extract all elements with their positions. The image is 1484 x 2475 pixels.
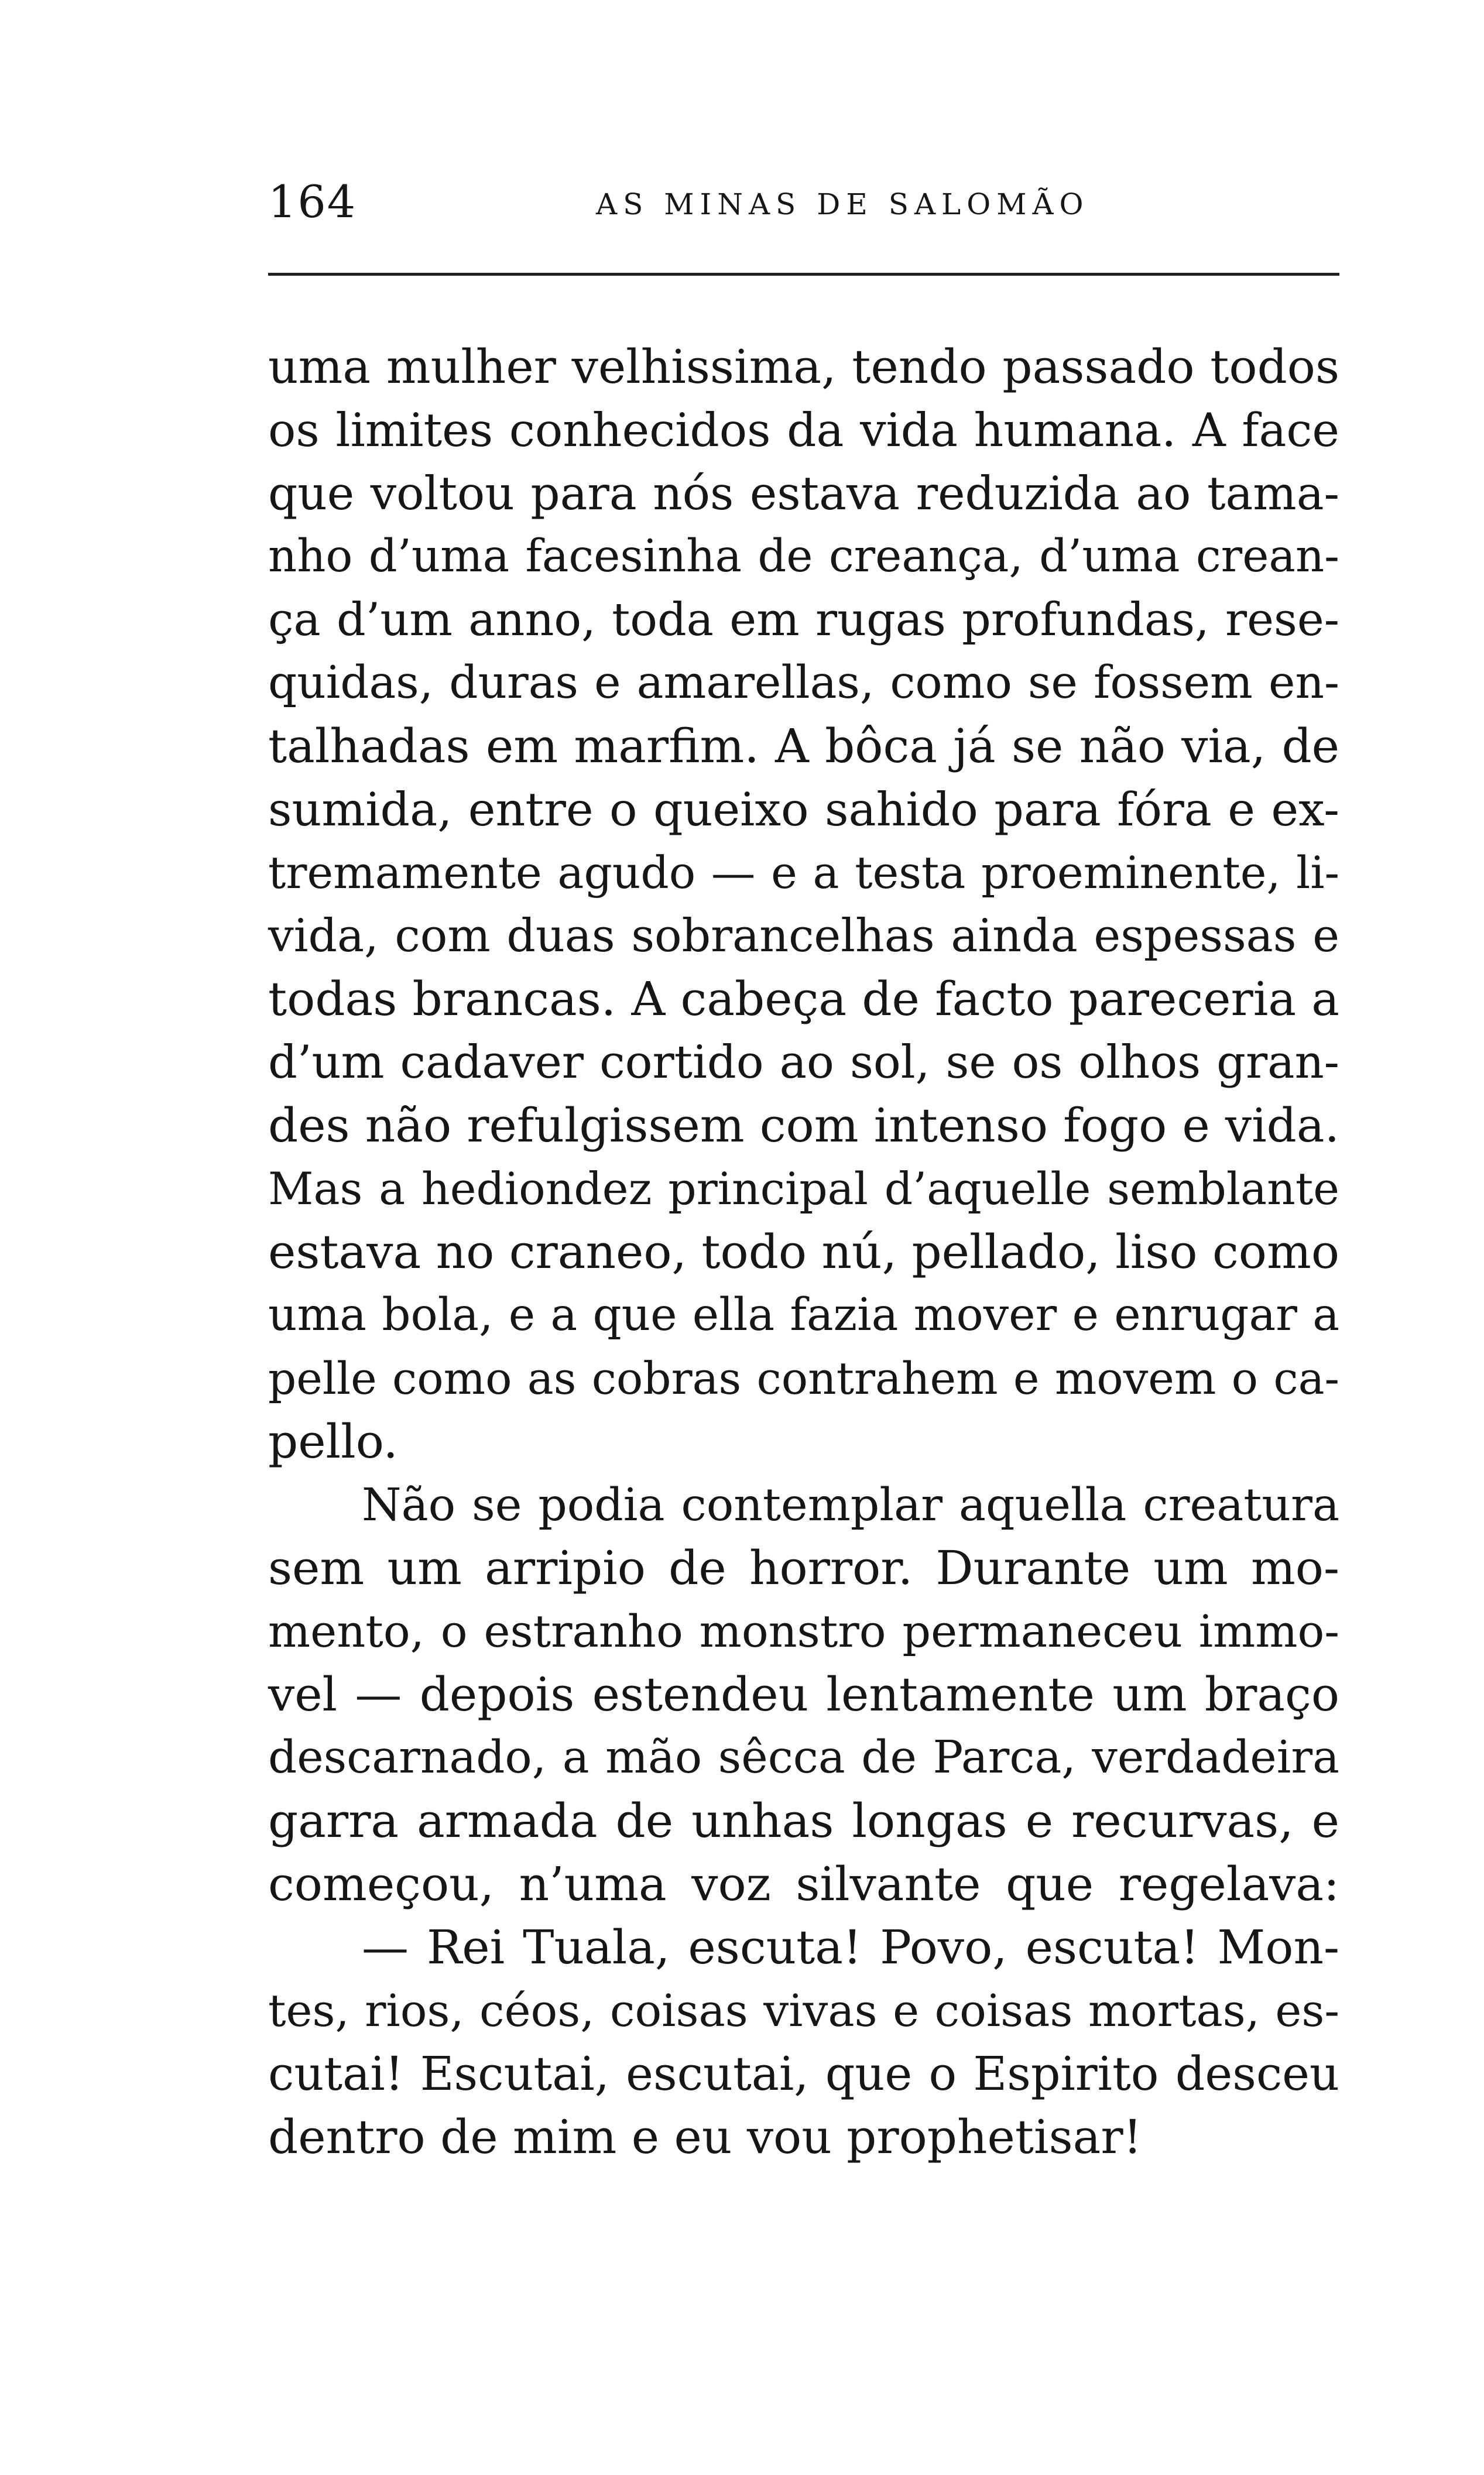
text-line: quidas, duras e amarellas, como se fossem en- — [268, 657, 1339, 709]
text-line: — Rei Tuala, escuta! Povo, escuta! Mon- — [362, 1920, 1339, 1974]
text-line: vida, com duas sobrancelhas ainda espessas e — [268, 910, 1339, 962]
page-header — [268, 176, 1339, 240]
text-line: os limites conhecidos da vida humana. A face — [268, 403, 1339, 457]
running-title: AS MINAS DE SALOMÃO — [596, 187, 1089, 221]
text-line: des não refulgissem com intenso fogo e vida. — [268, 1098, 1339, 1153]
text-line: pelle como as cobras contrahem e movem o ca- — [268, 1353, 1339, 1404]
text-line: tes, rios, céos, coisas vivas e coisas mortas, es- — [268, 1984, 1339, 2037]
body-text — [268, 335, 1339, 2169]
text-line: sem um arripio de horror. Durante um mo- — [268, 1541, 1339, 1595]
text-line: cutai! Escutai, escutai, que o Espirito desceu — [268, 2047, 1339, 2101]
text-line: descarnado, a mão sêcca de Parca, verdadeira — [268, 1732, 1339, 1784]
text-line: dentro de mim e eu vou prophetisar! — [268, 2110, 1142, 2164]
text-line: garra armada de unhas longas e recurvas, e — [268, 1794, 1339, 1848]
text-line: talhadas em marfim. A bôca já se não via, de — [268, 719, 1339, 773]
text-line: começou, n’uma voz silvante que regelava: — [268, 1857, 1339, 1911]
text-line: d’um cadaver cortido ao sol, se os olhos gran- — [268, 1036, 1339, 1089]
text-line: estava no craneo, todo nú, pellado, liso como — [268, 1225, 1339, 1279]
text-line: ça d’um anno, toda em rugas profundas, rese- — [268, 594, 1339, 646]
text-line: que voltou para nós estava reduzida ao tama- — [268, 467, 1339, 520]
text-line: Não se podia contemplar aquella creatura — [362, 1479, 1339, 1531]
text-line: mento, o estranho monstro permaneceu immo- — [268, 1605, 1339, 1657]
text-line: todas brancas. A cabeça de facto pareceria a — [268, 972, 1339, 1026]
header-rule — [268, 273, 1339, 276]
text-line: nho d’uma facesinha de creança, d’uma crean- — [268, 530, 1339, 582]
text-line: Mas a hediondez principal d’aquelle semblante — [268, 1163, 1339, 1215]
text-line: uma mulher velhissima, tendo passado todos — [268, 340, 1339, 394]
text-line: sumida, entre o queixo sahido para fóra e ex- — [268, 783, 1339, 837]
text-line: tremamente agudo — e a testa proeminente, li- — [268, 847, 1339, 899]
text-line: uma bola, e a que ella fazia mover e enrugar a — [268, 1289, 1339, 1341]
text-line: vel — depois estendeu lentamente um braço — [268, 1667, 1339, 1722]
page-number: 164 — [268, 176, 357, 228]
text-line: pello. — [268, 1414, 398, 1469]
